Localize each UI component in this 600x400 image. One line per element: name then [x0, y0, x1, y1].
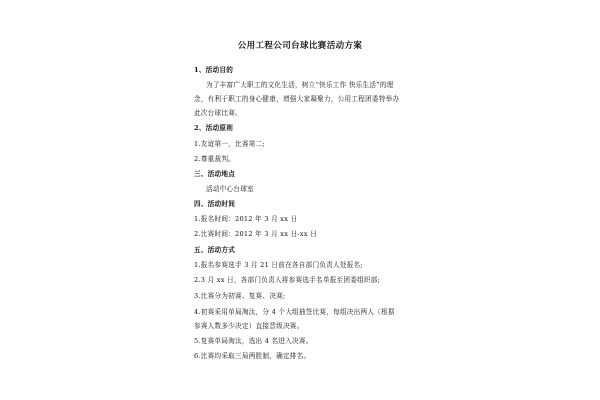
list-item: 4.初赛采用单局淘汰，分 4 个大组抽签比赛，每组决出两人（根据 [194, 308, 395, 316]
section-heading-principles: 2、活动原则 [194, 124, 234, 132]
list-item: 2.比赛时间：2012 年 3 月 xx 日-xx 日 [194, 230, 318, 238]
section-heading-purpose: 1、活动目的 [194, 66, 234, 74]
document-title: 公用工程公司台球比赛活动方案 [237, 41, 363, 51]
paragraph-line: 此次台球比赛。 [194, 109, 242, 117]
paragraph-line: 为了丰富广大职工的文化生活，树立“快乐工作 快乐生活”的理 [206, 81, 394, 89]
section-heading-location: 三、活动地点 [194, 170, 236, 178]
list-item: 1.报名时间：2012 年 3 月 xx 日 [194, 215, 298, 223]
list-item: 5.复赛单局淘汰，选出 4 名进入决赛。 [194, 337, 313, 345]
list-item: 1.报名参赛选手 3 月 21 日前在各自部门负责人处报名; [194, 261, 363, 269]
list-item: 3.比赛分为初赛、复赛、决赛; [194, 292, 286, 300]
paragraph-line: 念，有利于职工的身心健康，增强大家凝聚力，公用工程团委特举办 [194, 95, 400, 103]
list-item: 2.3 月 xx 日，各部门负责人将参赛选手名单报至团委组织部; [194, 276, 381, 284]
list-item: 6.比赛均采取三局两胜制，确定排名。 [194, 352, 311, 360]
list-item: 1.友谊第一，比赛第二; [194, 140, 265, 148]
section-heading-time: 四、活动时间 [194, 200, 236, 208]
paragraph-line: 活动中心台球室 [206, 185, 254, 193]
section-heading-method: 五、活动方式 [194, 246, 236, 254]
list-item: 参赛人数多少决定）直接晋级决赛。 [194, 322, 304, 330]
list-item: 2.尊重裁判。 [194, 155, 236, 163]
